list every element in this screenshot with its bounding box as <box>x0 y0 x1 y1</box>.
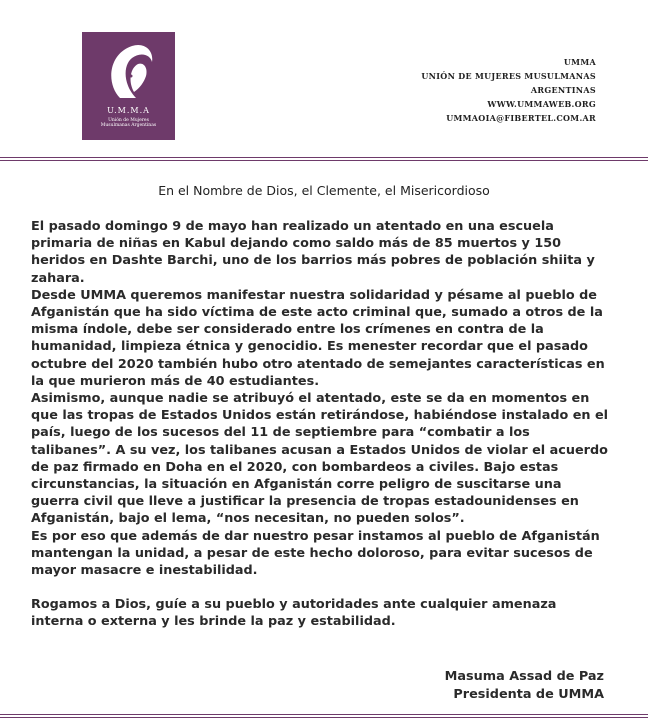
signature-title: Presidenta de UMMA <box>453 687 604 702</box>
paragraph: El pasado domingo 9 de mayo han realizado un atentado en una escuela primaria de niñas en Kabul dejando como saldo más de 85 muertos y 150 heridos en Dashte Barchi, uno de los barrios más pobres de población shiita y zahara. <box>31 219 595 286</box>
org-acronym: UMMA <box>563 57 596 67</box>
footer-divider-second <box>0 717 648 718</box>
paragraph: Rogamos a Dios, guíe a su pueblo y autoridades ante cualquier amenaza interna o externa y les brinde la paz y estabilidad. <box>31 597 557 630</box>
paragraph: Es por eso que además de dar nuestro pesar instamos al pueblo de Afganistán mantengan la unidad, a pesar de este hecho doloroso, para evitar sucesos de mayor masacre e inestabilidad. <box>31 528 600 579</box>
umma-logo <box>82 32 175 140</box>
organization-info <box>421 55 596 125</box>
org-website-link[interactable]: WWW.UMMAWEB.ORG <box>487 99 596 109</box>
footer-divider <box>0 714 648 715</box>
org-name-line1: UNIÓN DE MUJERES MUSULMANAS <box>421 71 596 81</box>
veiled-woman-logo-icon <box>82 32 175 104</box>
org-name-line2: ARGENTINAS <box>530 85 596 95</box>
logo-title: U.M.M.A <box>107 106 150 115</box>
invocation-heading: En el Nombre de Dios, el Clemente, el Misericordioso <box>158 183 490 198</box>
letter-body <box>31 218 611 631</box>
signature-name: Masuma Assad de Paz <box>444 669 604 684</box>
header-divider <box>0 157 648 158</box>
logo-subtitle: Unión de Mujeres Musulmanas Argentinas <box>100 118 157 128</box>
header-divider-second <box>0 160 648 161</box>
org-email-link[interactable]: UMMAOIA@FIBERTEL.COM.AR <box>446 113 596 123</box>
signature <box>445 668 604 704</box>
paragraph: Asimismo, aunque nadie se atribuyó el atentado, este se da en momentos en que las tropas de Estados Unidos están retirándose, habiéndose instalado en el país, luego de los sucesos del 11 de septiembre para “combatir a los talibanes”. A su vez, los talibanes acusan a Estados Unidos de violar el acuerdo de paz firmado en Doha en el 2020, con bombardeos a civiles. Bajo estas circunstancias, la situación en Afganistán corre peligro de suscitarse una guerra civil que lleve a justificar la presencia de tropas estadounidenses en Afganistán, bajo el lema, “nos necesitan, no pueden solos”. <box>31 391 609 527</box>
paragraph: Desde UMMA queremos manifestar nuestra solidaridad y pésame al pueblo de Afganistán que ha sido víctima de este acto criminal que, sumado a otros de la misma índole, debe ser considerado entre los crímenes en contra de la humanidad, limpieza étnica y genocidio. Es menester recordar que el pasado octubre del 2020 también hubo otro atentado de semejantes características en la que murieron más de 40 estudiantes. <box>31 287 605 389</box>
